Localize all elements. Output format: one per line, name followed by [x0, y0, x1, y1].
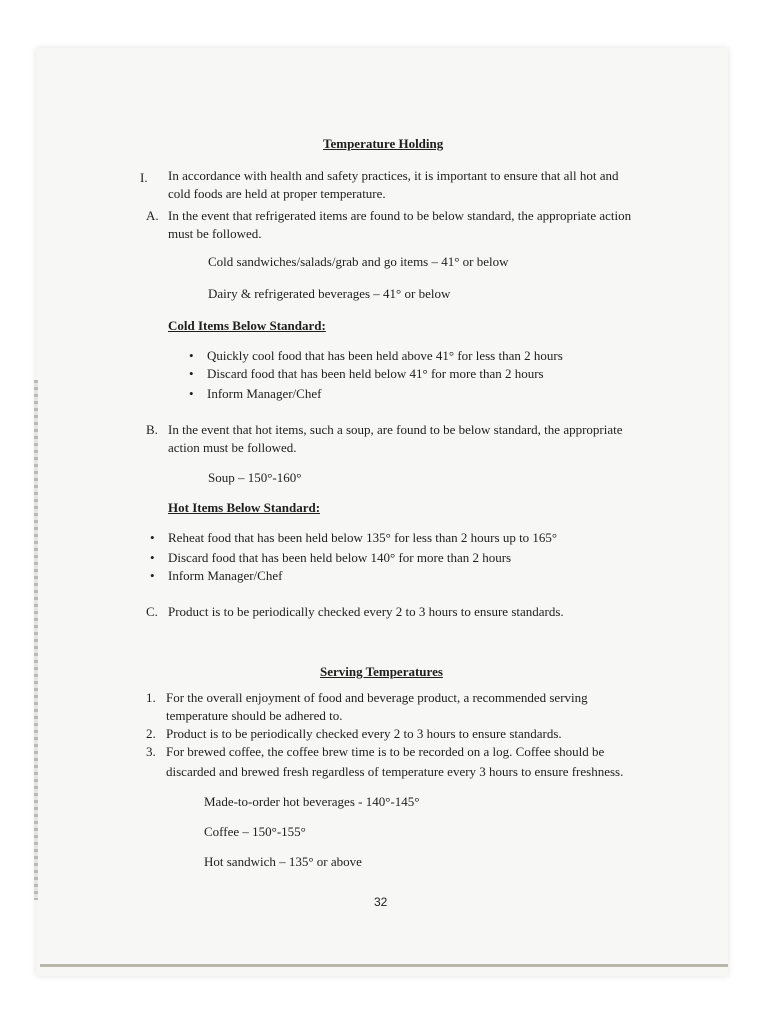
- section-text-line: In accordance with health and safety practices, it is important to ensure that all hot and: [168, 168, 619, 183]
- hot-items-heading: Hot Items Below Standard:: [168, 500, 321, 515]
- subsection-text-line: action must be followed.: [168, 440, 297, 455]
- subsection-text-line: must be followed.: [168, 226, 262, 241]
- subsection-text-line: In the event that refrigerated items are found to be below standard, the appropriate action: [168, 208, 632, 223]
- list-item: • Discard food that has been held below 140° for more than 2 hours: [168, 550, 511, 566]
- list-item-line: Product is to be periodically checked every 2 to 3 hours to ensure standards.: [166, 726, 562, 741]
- subsection-text-line: In the event that hot items, such a soup, are found to be below standard, the appropriate: [168, 422, 623, 437]
- list-item-line: discarded and brewed fresh regardless of temperature every 3 hours to ensure freshness.: [166, 764, 624, 779]
- page-edge-bottom: [40, 964, 728, 967]
- list-number: 1.: [146, 690, 156, 705]
- list-item: • Quickly cool food that has been held above 41° for less than 2 hours: [207, 348, 563, 364]
- cold-holding-item: Dairy & refrigerated beverages – 41° or below: [208, 286, 451, 301]
- section-text-line: cold foods are held at proper temperature.: [168, 186, 386, 201]
- list-item-line: For the overall enjoyment of food and beverage product, a recommended serving: [166, 690, 588, 705]
- list-item: • Inform Manager/Chef: [207, 386, 321, 402]
- soup-temperature: Soup – 150°-160°: [208, 470, 302, 485]
- page-number: 32: [374, 895, 388, 909]
- cold-items-heading: Cold Items Below Standard:: [168, 318, 326, 333]
- list-number: 3.: [146, 744, 156, 759]
- list-item: • Reheat food that has been held below 135° for less than 2 hours up to 165°: [168, 530, 557, 546]
- serving-temp-item: Made-to-order hot beverages - 140°-145°: [204, 794, 420, 809]
- list-number: 2.: [146, 726, 156, 741]
- list-item-line: temperature should be adhered to.: [166, 708, 343, 723]
- page-title: Temperature Holding: [323, 136, 444, 151]
- subsection-label: B.: [146, 422, 158, 437]
- list-item-line: For brewed coffee, the coffee brew time is to be recorded on a log. Coffee should be: [166, 744, 605, 759]
- serving-temp-item: Coffee – 150°-155°: [204, 824, 306, 839]
- cold-holding-item: Cold sandwiches/salads/grab and go items – 41° or below: [208, 254, 509, 269]
- serving-temp-item: Hot sandwich – 135° or above: [204, 854, 362, 869]
- page-edge-binding: [34, 380, 38, 900]
- subsection-label: C.: [146, 604, 158, 619]
- list-item: • Inform Manager/Chef: [168, 568, 282, 584]
- subsection-text-line: Product is to be periodically checked every 2 to 3 hours to ensure standards.: [168, 604, 564, 619]
- serving-temperatures-title: Serving Temperatures: [320, 664, 443, 679]
- subsection-label: A.: [146, 208, 159, 223]
- section-number: I.: [140, 170, 148, 185]
- list-item: • Discard food that has been held below 41° for more than 2 hours: [207, 366, 544, 382]
